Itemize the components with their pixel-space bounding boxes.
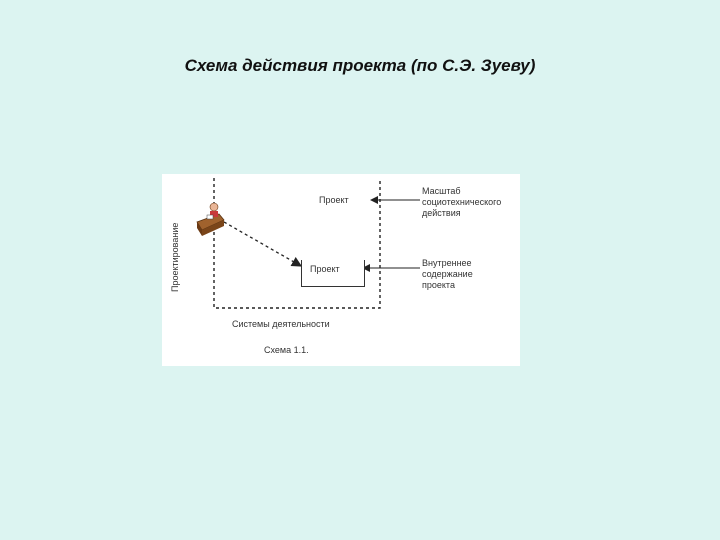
inner-project-label: Проект: [310, 264, 340, 274]
project-boundary-dashed: [214, 178, 380, 308]
inner-project-box: [301, 260, 365, 287]
content-label-line-1: Внутреннее: [422, 258, 472, 268]
diagram-figure: [162, 174, 520, 366]
outer-project-label: Проект: [319, 195, 349, 205]
person-at-desk-icon: [197, 203, 224, 236]
scale-label-line-1: Масштаб: [422, 186, 461, 196]
content-label-line-2: содержание: [422, 269, 473, 279]
scale-label-line-3: действия: [422, 208, 461, 218]
slide-title: Схема действия проекта (по С.Э. Зуеву): [184, 56, 536, 75]
diagram-caption: Схема 1.1.: [264, 345, 309, 355]
vertical-label: Проектирование: [170, 222, 180, 292]
content-label-line-3: проекта: [422, 280, 455, 290]
system-label: Системы деятельности: [232, 319, 330, 329]
scale-label-line-2: социотехнического: [422, 197, 502, 207]
design-arrow: [224, 222, 301, 266]
